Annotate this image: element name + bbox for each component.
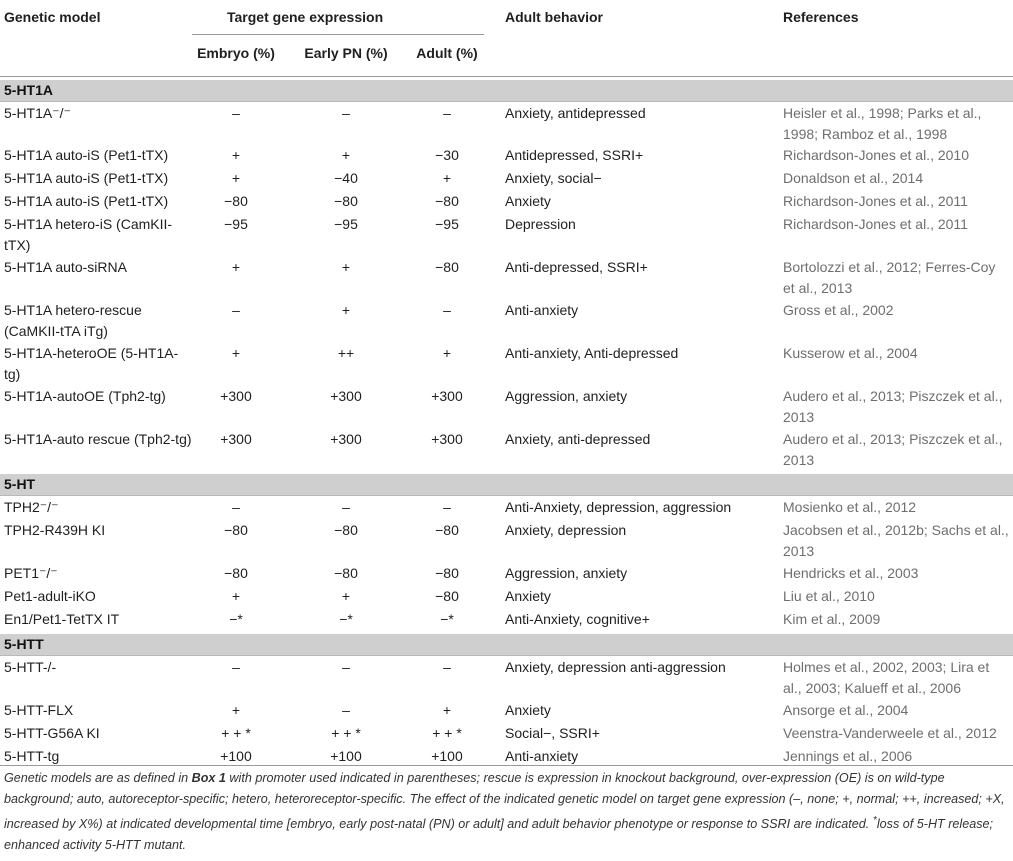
cell-genetic-model: 5-HTT-/- — [4, 659, 57, 675]
cell-genetic-model: TPH2⁻/⁻ — [4, 499, 59, 515]
cell-early-pn: +300 — [330, 388, 362, 404]
cell-adult-behavior: Anti-depressed, SSRI+ — [505, 259, 648, 275]
cell-adult-behavior: Anxiety, depression — [505, 522, 627, 538]
cell-embryo: +300 — [220, 431, 252, 447]
cell-adult-behavior: Anxiety — [505, 702, 551, 718]
cell-embryo: −80 — [224, 565, 248, 581]
cell-references: Audero et al., 2013; Piszczek et al., 2013 — [783, 431, 1003, 468]
cell-early-pn: – — [342, 105, 350, 121]
header-early-pn: Early PN (%) — [304, 45, 388, 61]
footnote-text-1: Genetic models are as defined in — [4, 771, 192, 785]
cell-references: Audero et al., 2013; Piszczek et al., 2013 — [783, 388, 1003, 425]
cell-adult-behavior: Antidepressed, SSRI+ — [505, 147, 644, 163]
cell-adult-behavior: Anti-anxiety — [505, 302, 579, 318]
cell-references: Mosienko et al., 2012 — [783, 499, 917, 515]
cell-early-pn: −80 — [334, 193, 358, 209]
cell-adult-behavior: Aggression, anxiety — [505, 388, 628, 404]
cell-references: Heisler et al., 1998; Parks et al., 1998; Ramboz et al., 1998 — [783, 105, 982, 142]
cell-early-pn: – — [342, 499, 350, 515]
cell-embryo: + + * — [221, 725, 251, 741]
cell-adult: + — [442, 702, 452, 718]
cell-adult: +300 — [431, 388, 463, 404]
cell-embryo: + — [231, 147, 241, 163]
table-row — [0, 496, 1013, 519]
cell-adult: −80 — [435, 588, 459, 604]
cell-adult: +300 — [431, 431, 463, 447]
cell-adult: −95 — [435, 216, 459, 232]
cell-early-pn: −40 — [334, 170, 358, 186]
table-row — [0, 519, 1013, 562]
cell-adult: −30 — [435, 147, 459, 163]
cell-embryo: + — [231, 702, 241, 718]
section-header — [0, 634, 1013, 656]
footnote-box-ref: Box 1 — [191, 771, 226, 785]
cell-genetic-model: 5-HT1A⁻/⁻ — [4, 105, 71, 121]
cell-early-pn: +100 — [330, 748, 362, 764]
cell-adult: – — [443, 659, 451, 675]
cell-genetic-model: 5-HT1A hetero-iS (CamKII-tTX) — [4, 216, 173, 253]
cell-embryo: – — [232, 302, 240, 318]
table-row — [0, 213, 1013, 256]
cell-adult: +100 — [431, 748, 463, 764]
header-target-gene-expression: Target gene expression — [227, 9, 384, 25]
cell-references: Gross et al., 2002 — [783, 302, 894, 318]
table-header — [0, 0, 1013, 77]
cell-early-pn: + — [341, 259, 351, 275]
cell-references: Kim et al., 2009 — [783, 611, 881, 627]
cell-adult: + — [442, 170, 452, 186]
cell-embryo: + — [231, 170, 241, 186]
table-row — [0, 722, 1013, 745]
cell-genetic-model: Pet1-adult-iKO — [4, 588, 96, 604]
section-title: 5-HT — [4, 476, 36, 492]
cell-adult: + — [442, 345, 452, 361]
cell-early-pn: – — [342, 702, 350, 718]
footnote-text-3: loss of 5-HT release; enhanced activity 5-HTT mutant. — [4, 817, 994, 853]
cell-adult: – — [443, 105, 451, 121]
header-embryo: Embryo (%) — [197, 45, 275, 61]
cell-adult: – — [443, 302, 451, 318]
cell-early-pn: ++ — [337, 345, 355, 361]
cell-references: Veenstra-Vanderweele et al., 2012 — [783, 725, 997, 741]
cell-genetic-model: 5-HT1A-heteroOE (5-HT1A-tg) — [4, 345, 179, 382]
cell-genetic-model: 5-HT1A auto-siRNA — [4, 259, 127, 275]
cell-adult-behavior: Anxiety — [505, 588, 551, 604]
header-adult-behavior: Adult behavior — [505, 9, 604, 25]
cell-adult: −80 — [435, 522, 459, 538]
footnote-text-2: with promoter used indicated in parentheses; rescue is expression in knockout background, over-expression (OE) is on wild-type background; auto, autoreceptor-specific; hetero, heteroreceptor-specific. The effect of the indicated genetic model on target gene expression (–, none; +, normal; ++, increased; +X, increased by X%) at indicated developmental time [embryo, early post-natal (PN) or adult] and adult behavior phenotype or response to SSRI are indicated. — [4, 771, 1005, 832]
table-row — [0, 256, 1013, 299]
table-row — [0, 562, 1013, 585]
table-row — [0, 299, 1013, 342]
cell-references: Jennings et al., 2006 — [783, 748, 913, 764]
cell-references: Richardson-Jones et al., 2011 — [783, 193, 968, 209]
cell-embryo: + — [231, 259, 241, 275]
table-row — [0, 190, 1013, 213]
cell-embryo: −95 — [224, 216, 248, 232]
cell-adult-behavior: Anti-Anxiety, cognitive+ — [505, 611, 650, 627]
cell-adult-behavior: Anxiety, antidepressed — [505, 105, 646, 121]
header-genetic-model: Genetic model — [4, 9, 101, 25]
table-row — [0, 428, 1013, 471]
section-title: 5-HTT — [4, 636, 44, 652]
cell-genetic-model: 5-HT1A-autoOE (Tph2-tg) — [4, 388, 166, 404]
cell-embryo: −80 — [224, 193, 248, 209]
cell-references: Jacobsen et al., 2012b; Sachs et al., 2013 — [783, 522, 1009, 559]
cell-references: Holmes et al., 2002, 2003; Lira et al., 2003; Kalueff et al., 2006 — [783, 659, 990, 696]
cell-genetic-model: 5-HT1A hetero-rescue (CaMKII-tTA iTg) — [4, 302, 142, 339]
table-row — [0, 167, 1013, 190]
table-footnote — [4, 768, 1009, 856]
section-header — [0, 80, 1013, 102]
cell-genetic-model: En1/Pet1-TetTX IT — [4, 611, 120, 627]
cell-references: Richardson-Jones et al., 2011 — [783, 216, 968, 232]
cell-adult-behavior: Anti-Anxiety, depression, aggression — [505, 499, 732, 515]
cell-references: Donaldson et al., 2014 — [783, 170, 924, 186]
cell-adult: −80 — [435, 193, 459, 209]
cell-early-pn: + — [341, 302, 351, 318]
cell-embryo: – — [232, 105, 240, 121]
table-row — [0, 656, 1013, 699]
table-row — [0, 585, 1013, 608]
cell-early-pn: – — [342, 659, 350, 675]
section-header — [0, 474, 1013, 496]
cell-adult: + + * — [432, 725, 462, 741]
cell-embryo: +100 — [220, 748, 252, 764]
table-body — [0, 80, 1013, 768]
cell-adult: −80 — [435, 259, 459, 275]
cell-adult-behavior: Depression — [505, 216, 576, 232]
cell-references: Bortolozzi et al., 2012; Ferres-Coy et al., 2013 — [783, 259, 996, 296]
cell-embryo: – — [232, 659, 240, 675]
header-divider — [192, 34, 484, 35]
table-row — [0, 342, 1013, 385]
cell-genetic-model: PET1⁻/⁻ — [4, 565, 58, 581]
cell-early-pn: + — [341, 147, 351, 163]
cell-adult: −* — [440, 611, 454, 627]
cell-embryo: + — [231, 588, 241, 604]
cell-genetic-model: 5-HT1A auto-iS (Pet1-tTX) — [4, 193, 169, 209]
cell-embryo: + — [231, 345, 241, 361]
cell-genetic-model: 5-HTT-G56A KI — [4, 725, 100, 741]
cell-adult-behavior: Anti-anxiety — [505, 748, 579, 764]
cell-embryo: −* — [229, 611, 243, 627]
cell-references: Richardson-Jones et al., 2010 — [783, 147, 969, 163]
cell-early-pn: + — [341, 588, 351, 604]
cell-adult-behavior: Anxiety — [505, 193, 551, 209]
cell-adult-behavior: Anxiety, depression anti-aggression — [505, 659, 726, 675]
cell-references: Ansorge et al., 2004 — [783, 702, 909, 718]
cell-references: Liu et al., 2010 — [783, 588, 875, 604]
section-title: 5-HT1A — [4, 82, 54, 98]
cell-genetic-model: 5-HTT-tg — [4, 748, 60, 764]
cell-adult-behavior: Anxiety, anti-depressed — [505, 431, 651, 447]
cell-adult: – — [443, 499, 451, 515]
table-row — [0, 608, 1013, 631]
table-row — [0, 144, 1013, 167]
cell-adult-behavior: Anti-anxiety, Anti-depressed — [505, 345, 679, 361]
header-references: References — [783, 9, 859, 25]
cell-genetic-model: 5-HTT-FLX — [4, 702, 74, 718]
table-row — [0, 102, 1013, 144]
cell-early-pn: −95 — [334, 216, 358, 232]
cell-early-pn: −80 — [334, 565, 358, 581]
cell-genetic-model: 5-HT1A auto-iS (Pet1-tTX) — [4, 147, 169, 163]
table-bottom-rule — [0, 765, 1013, 766]
cell-genetic-model: 5-HT1A auto-iS (Pet1-tTX) — [4, 170, 169, 186]
footnote-star: * — [872, 814, 877, 826]
cell-genetic-model: 5-HT1A-auto rescue (Tph2-tg) — [4, 431, 192, 447]
cell-early-pn: +300 — [330, 431, 362, 447]
cell-embryo: +300 — [220, 388, 252, 404]
cell-references: Kusserow et al., 2004 — [783, 345, 918, 361]
cell-adult: −80 — [435, 565, 459, 581]
cell-early-pn: + + * — [331, 725, 361, 741]
cell-references: Hendricks et al., 2003 — [783, 565, 919, 581]
cell-genetic-model: TPH2-R439H KI — [4, 522, 106, 538]
cell-adult-behavior: Social−, SSRI+ — [505, 725, 600, 741]
cell-early-pn: −80 — [334, 522, 358, 538]
cell-embryo: – — [232, 499, 240, 515]
table-row — [0, 699, 1013, 722]
header-adult: Adult (%) — [416, 45, 478, 61]
cell-early-pn: −* — [339, 611, 353, 627]
cell-embryo: −80 — [224, 522, 248, 538]
cell-adult-behavior: Aggression, anxiety — [505, 565, 628, 581]
cell-adult-behavior: Anxiety, social− — [505, 170, 602, 186]
table-row — [0, 385, 1013, 428]
